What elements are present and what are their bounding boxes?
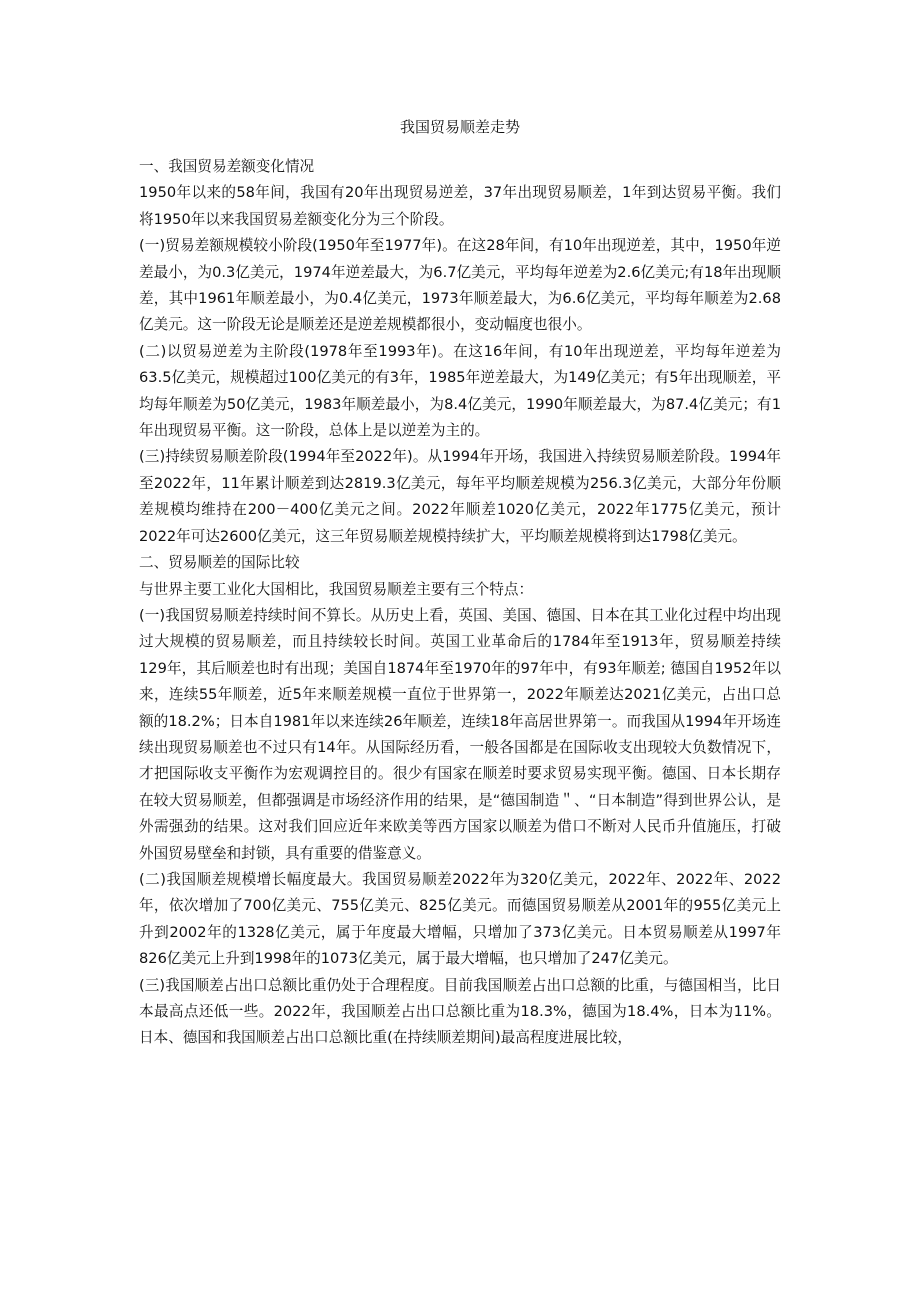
document-body (139, 154, 781, 1052)
paragraph-feature-1: (一)我国贸易顺差持续时间不算长。从历史上看，英国、美国、德国、日本在其工业化过程中均出现过大规模的贸易顺差，而且持续较长时间。英国工业革命后的1784年至1913年，贸易顺差持续129年，其后顺差也时有出现；美国自1874年至1970年的97年中，有93年顺差; 德国自1952年以来，连续55年顺差，近5年来顺差规模一直位于世界第一，2022年顺差达2021亿美元，占出口总额的18.2%；日本自1981年以来连续26年顺差，连续18年高居世界第一。而我国从1994年开场连续出现贸易顺差也不过只有14年。从国际经历看，一般各国都是在国际收支出现较大负数情况下，才把国际收支平衡作为宏观调控目的。很少有国家在顺差时要求贸易实现平衡。德国、日本长期存在较大贸易顺差，但都强调是市场经济作用的结果，是“德国制造＂、“日本制造”得到世界公认，是外需强劲的结果。这对我们回应近年来欧美等西方国家以顺差为借口不断对人民币升值施压，打破外国贸易壁垒和封锁，具有重要的借鉴意义。 (139, 606, 781, 862)
paragraph-feature-2: (二)我国顺差规模增长幅度最大。我国贸易顺差2022年为320亿美元，2022年、2022年、2022年，依次增加了700亿美元、755亿美元、825亿美元。而德国贸易顺差从2001年的955亿美元上升到2002年的1328亿美元，属于年度最大增幅，只增加了373亿美元。日本贸易顺差从1997年826亿美元上升到1998年的1073亿美元，属于最大增幅，也只增加了247亿美元。 (139, 870, 781, 968)
document-title: 我国贸易顺差走势 (399, 118, 520, 136)
section-heading-2: 二、贸易顺差的国际比较 (139, 554, 300, 572)
paragraph-comparison-intro: 与世界主要工业化大国相比，我国贸易顺差主要有三个特点： (139, 580, 534, 598)
paragraph-stage-2: (二)以贸易逆差为主阶段(1978年至1993年)。在这16年间，有10年出现逆差，平均每年逆差为63.5亿美元，规模超过100亿美元的有3年，1985年逆差最大，为149亿美元；有5年出现顺差，平均每年顺差为50亿美元，1983年顺差最小，为8.4亿美元，1990年顺差最大，为87.4亿美元；有1年出现贸易平衡。这一阶段，总体上是以逆差为主的。 (139, 342, 781, 440)
section-heading-1: 一、我国贸易差额变化情况 (139, 158, 315, 175)
paragraph-stage-1: (一)贸易差额规模较小阶段(1950年至1977年)。在这28年间，有10年出现逆差，其中，1950年逆差最小，为0.3亿美元，1974年逆差最大，为6.7亿美元，平均每年逆差为2.6亿美元;有18年出现顺差，其中1961年顺差最小，为0.4亿美元，1973年顺差最大，为6.6亿美元，平均每年顺差为2.68亿美元。这一阶段无论是顺差还是逆差规模都很小，变动幅度也很小。 (139, 237, 781, 334)
paragraph-stage-3: (三)持续贸易顺差阶段(1994年至2022年)。从1994年开场，我国进入持续贸易顺差阶段。1994年至2022年，11年累计顺差到达2819.3亿美元，每年平均顺差规模为256.3亿美元，大部分年份顺差规模均维持在200－400亿美元之间。2022年顺差1020亿美元，2022年1775亿美元，预计2022年可达2600亿美元，这三年贸易顺差规模持续扩大，平均顺差规模将到达1798亿美元。 (139, 448, 781, 545)
paragraph-intro: 1950年以来的58年间，我国有20年出现贸易逆差，37年出现贸易顺差，1年到达贸易平衡。我们将1950年以来我国贸易差额变化分为三个阶段。 (139, 184, 781, 228)
paragraph-feature-3: (三)我国顺差占出口总额比重仍处于合理程度。目前我国顺差占出口总额的比重，与德国相当，比日本最高点还低一些。2022年，我国顺差占出口总额比重为18.3%，德国为18.4%，日本为11%。日本、德国和我国顺差占出口总额比重(在持续顺差期间)最高程度进展比较， (139, 976, 781, 1047)
